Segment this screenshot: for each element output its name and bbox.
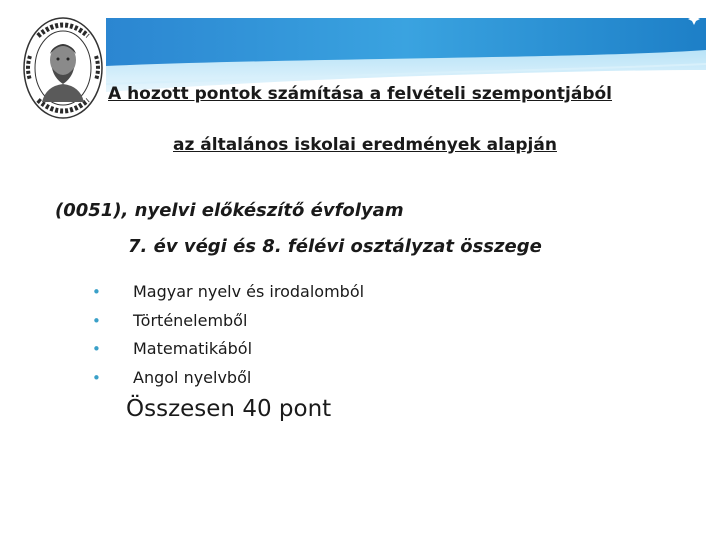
list-item — [92, 280, 364, 309]
page-title: A hozott pontok számítása a felvételi szempontjából — [108, 84, 613, 104]
program-code: (0051), nyelvi előkészítő évfolyam — [55, 200, 404, 221]
grade-description: 7. év végi és 8. félévi osztályzat összege — [128, 236, 542, 257]
bullet-icon: • — [92, 340, 101, 358]
list-item — [92, 309, 364, 338]
total-points: Összesen 40 pont — [126, 396, 332, 422]
list-item — [92, 337, 364, 366]
bullet-icon: • — [92, 311, 101, 330]
page-subtitle: az általános iskolai eredmények alapján — [173, 135, 557, 155]
subject-list — [92, 280, 364, 394]
bullet-icon: • — [92, 283, 101, 301]
list-item — [92, 366, 364, 395]
school-logo — [22, 16, 104, 120]
subject-label: Angol nyelvből — [133, 367, 252, 387]
subject-label: Matematikából — [133, 339, 253, 358]
bullet-icon: • — [92, 368, 101, 387]
subject-label: Magyar nyelv és irodalomból — [133, 282, 365, 301]
subject-label: Történelemből — [133, 310, 248, 330]
